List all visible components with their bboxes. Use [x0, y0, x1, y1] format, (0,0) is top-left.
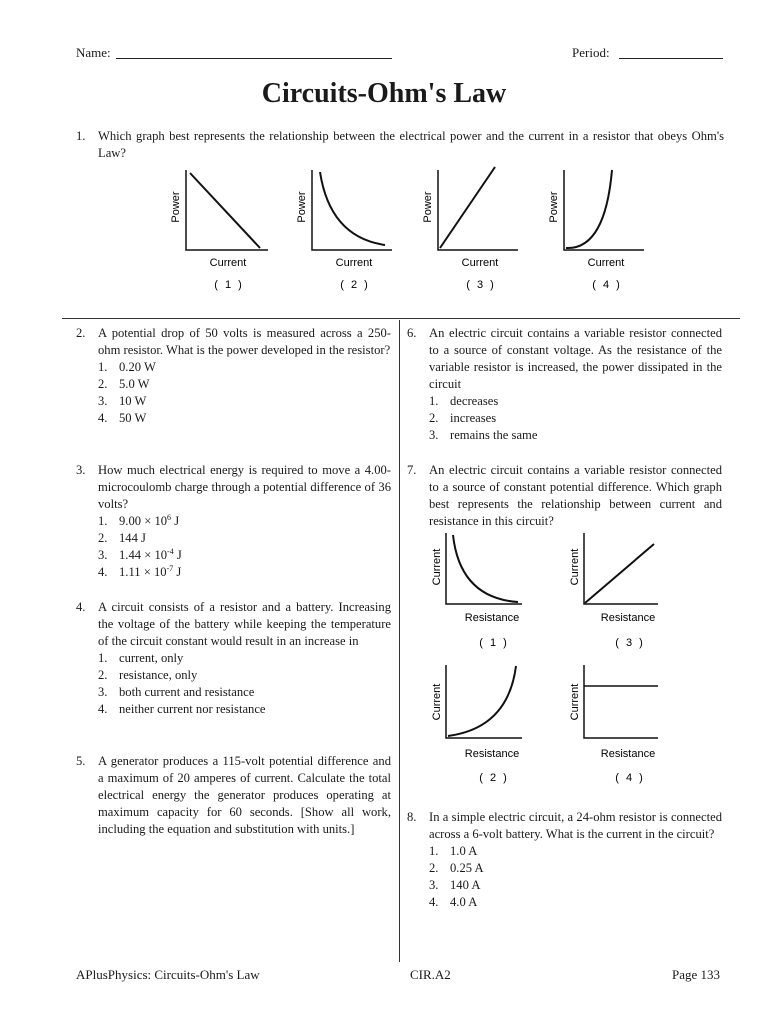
graph-number: ( 4 ): [592, 279, 622, 291]
answer-choice[interactable]: 1. decreases: [429, 394, 499, 408]
question-number: 1.: [76, 129, 86, 143]
graph-x-label: Resistance: [464, 612, 520, 624]
answer-choice[interactable]: 3. $1.44 \times 10^{-4}$ J: [98, 546, 182, 562]
question-number: 8.: [407, 810, 417, 824]
graph-y-label: Power: [170, 191, 182, 223]
answer-choice[interactable]: 3. remains the same: [429, 428, 538, 442]
answer-choice[interactable]: 1. current, only: [98, 651, 184, 665]
answer-choice[interactable]: 3. 10 W: [98, 394, 147, 408]
graph-y-label: Current: [569, 683, 581, 721]
graph-curve: [453, 535, 518, 602]
answer-choice[interactable]: 2. 144 J: [98, 531, 146, 545]
question-text: How much electrical energy is required to move a 4.00-microcoulomb charge through a potential difference of 36 volts?: [98, 463, 391, 511]
graph-axes: [438, 170, 518, 250]
graph-curve: [440, 167, 495, 248]
graph-curve: [448, 666, 516, 736]
answer-choice[interactable]: 4. neither current nor resistance: [98, 702, 266, 716]
answer-choice[interactable]: 4. $1.11 \times 10^{-7}$ J: [98, 563, 182, 579]
footer-page-number: Page 133: [672, 967, 721, 982]
graph-curve: [566, 170, 612, 248]
graph-y-label: Power: [422, 191, 434, 223]
question-1: [76, 128, 724, 162]
graph-x-label: Resistance: [600, 748, 656, 760]
question-number: 5.: [76, 754, 86, 768]
q7-graph-1: [431, 533, 522, 649]
column-divider: [399, 320, 400, 962]
graph-y-label: Current: [569, 548, 581, 586]
answer-choice[interactable]: 3. 140 A: [429, 878, 481, 892]
question-number: 7.: [407, 463, 417, 477]
graph-x-label: Current: [587, 257, 625, 269]
graph-number: ( 1 ): [479, 637, 509, 649]
question-number: 2.: [76, 326, 86, 340]
graph-x-label: Resistance: [464, 748, 520, 760]
q1-graph-4: [548, 170, 644, 291]
question-7: [407, 462, 722, 530]
q1-graph-1: [170, 170, 268, 291]
question-text: An electric circuit contains a variable resistor connected to a source of constant voltage. As the resistance of the variable resistor is increased, the power dissipated in the circuit: [429, 326, 722, 391]
question-text: A potential drop of 50 volts is measured across a 250-ohm resistor. What is the power developed in the resistor?: [98, 326, 391, 357]
answer-choice[interactable]: 2. resistance, only: [98, 668, 198, 682]
graph-x-label: Current: [209, 257, 247, 269]
name-label: Name:: [76, 45, 111, 60]
graph-axes: [564, 170, 644, 250]
q7-graph-3: [569, 533, 658, 649]
question-2: [76, 325, 391, 427]
name-line[interactable]: [116, 58, 392, 59]
answer-choice[interactable]: 3. both current and resistance: [98, 685, 255, 699]
graph-x-label: Resistance: [600, 612, 656, 624]
period-line[interactable]: [619, 58, 723, 59]
question-number: 3.: [76, 463, 86, 477]
footer-left: APlusPhysics: Circuits-Ohm's Law: [76, 967, 260, 982]
q7-graphs: [420, 530, 680, 790]
q1-graph-3: [422, 167, 518, 291]
answer-choice[interactable]: 1. 1.0 A: [429, 844, 478, 858]
question-text: A generator produces a 115-volt potential difference and a maximum of 20 amperes of current. Calculate the total electrical energy the generator produces operating at maximum capacity for 60 seconds. [Show all work, including the equation and substitution with units.]: [98, 754, 391, 836]
graph-curve: [320, 172, 385, 245]
graph-curve: [585, 544, 654, 603]
graph-axes: [312, 170, 392, 250]
question-text: Which graph best represents the relationship between the electrical power and the current in a resistor that obeys Ohm's Law?: [98, 129, 724, 160]
graph-curve: [190, 173, 260, 248]
graph-number: ( 3 ): [615, 637, 645, 649]
period-label: Period:: [572, 45, 610, 60]
footer-center: CIR.A2: [410, 967, 451, 982]
graph-y-label: Power: [548, 191, 560, 223]
question-text: In a simple electric circuit, a 24-ohm resistor is connected across a 6-volt battery. What is the current in the circuit?: [429, 810, 722, 841]
question-text: A circuit consists of a resistor and a battery. Increasing the voltage of the battery while keeping the temperature of the circuit constant would result in an increase in: [98, 600, 391, 648]
question-4: [76, 599, 391, 718]
graph-axes: [446, 665, 522, 738]
question-6: [407, 325, 722, 444]
graph-x-label: Current: [461, 257, 499, 269]
graph-number: ( 3 ): [466, 279, 496, 291]
question-3: [76, 462, 391, 581]
answer-choice[interactable]: 4. 4.0 A: [429, 895, 478, 909]
question-number: 4.: [76, 600, 86, 614]
q1-graph-2: [296, 170, 392, 291]
question-5: [76, 753, 391, 838]
graph-x-label: Current: [335, 257, 373, 269]
page-title: Circuits-Ohm's Law: [261, 78, 507, 109]
graph-y-label: Current: [431, 548, 443, 586]
q1-graphs: [160, 162, 720, 297]
answer-choice[interactable]: 2. increases: [429, 411, 497, 425]
graph-number: ( 2 ): [479, 772, 509, 784]
graph-y-label: Power: [296, 191, 308, 223]
question-text: An electric circuit contains a variable resistor connected to a source of constant potential difference. Which graph best represents the relationship between current and resistance in this circuit?: [429, 463, 722, 528]
answer-choice[interactable]: 2. 0.25 A: [429, 861, 484, 875]
graph-axes: [584, 665, 658, 738]
q7-graph-2: [431, 665, 522, 784]
answer-choice[interactable]: 2. 5.0 W: [98, 377, 150, 391]
answer-choice[interactable]: 4. 50 W: [98, 411, 147, 425]
answer-choice[interactable]: 1. $9.00 \times 10^6$ J: [98, 512, 180, 528]
graph-number: ( 1 ): [214, 279, 244, 291]
graph-number: ( 2 ): [340, 279, 370, 291]
graph-y-label: Current: [431, 683, 443, 721]
section-divider: [62, 318, 740, 319]
q7-graph-4: [569, 665, 658, 784]
question-8: [407, 809, 722, 911]
graph-number: ( 4 ): [615, 772, 645, 784]
question-number: 6.: [407, 326, 417, 340]
answer-choice[interactable]: 1. 0.20 W: [98, 360, 156, 374]
